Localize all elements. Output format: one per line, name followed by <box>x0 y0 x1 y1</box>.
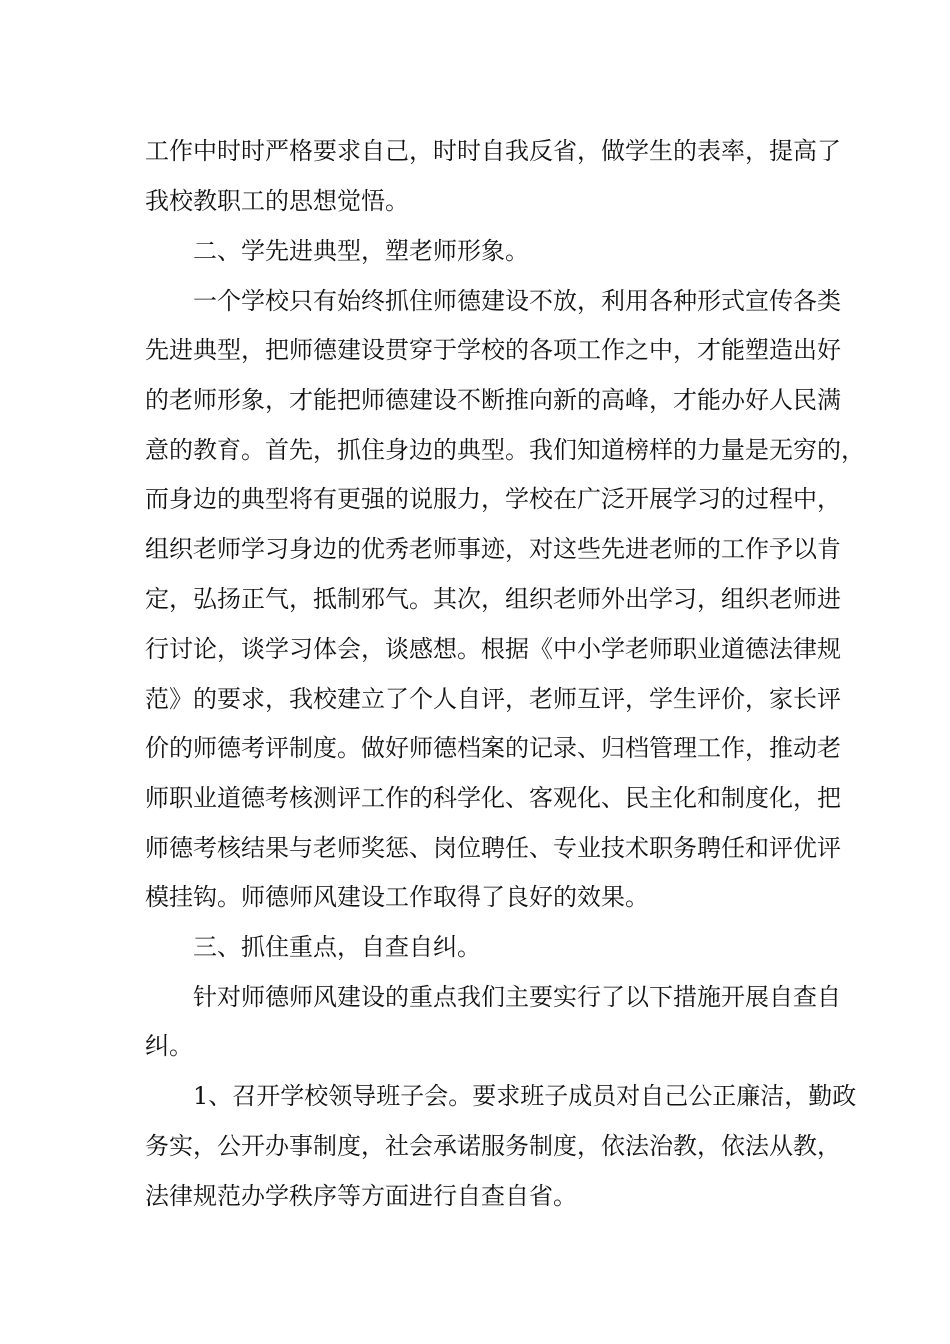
text-line: 先进典型，把师德建设贯穿于学校的各项工作之中，才能塑造出好 <box>145 336 841 364</box>
text-line: 价的师德考评制度。做好师德档案的记录、归档管理工作，推动老 <box>145 734 841 762</box>
text-line: 务实，公开办事制度，社会承诺服务制度，依法治教，依法从教， <box>145 1132 841 1160</box>
text-line: 一个学校只有始终抓住师德建设不放，利用各种形式宣传各类 <box>193 287 841 315</box>
text-line: 范》的要求，我校建立了个人自评，老师互评，学生评价，家长评 <box>145 685 841 713</box>
text-line: 而身边的典型将有更强的说服力，学校在广泛开展学习的过程中， <box>145 485 841 513</box>
text-line: 的老师形象，才能把师德建设不断推向新的高峰，才能办好人民满 <box>145 386 841 414</box>
text-line: 纠。 <box>145 1032 193 1060</box>
text-line: 师德考核结果与老师奖惩、岗位聘任、专业技术职务聘任和评优评 <box>145 834 841 862</box>
text-line: 模挂钩。师德师风建设工作取得了良好的效果。 <box>145 883 649 911</box>
text-line: 1、召开学校领导班子会。要求班子成员对自己公正廉洁，勤政 <box>193 1082 857 1110</box>
text-line: 行讨论，谈学习体会，谈感想。根据《中小学老师职业道德法律规 <box>145 635 841 663</box>
text-line: 师职业道德考核测评工作的科学化、客观化、民主化和制度化，把 <box>145 784 841 812</box>
text-line: 定，弘扬正气，抵制邪气。其次，组织老师外出学习，组织老师进 <box>145 585 841 613</box>
text-line: 工作中时时严格要求自己，时时自我反省，做学生的表率，提高了 <box>145 137 841 165</box>
text-line: 意的教育。首先，抓住身边的典型。我们知道榜样的力量是无穷的， <box>145 436 865 464</box>
section-heading: 三、抓住重点，自查自纠。 <box>193 933 481 961</box>
text-line: 针对师德师风建设的重点我们主要实行了以下措施开展自查自 <box>193 983 841 1011</box>
text-line: 法律规范办学秩序等方面进行自查自省。 <box>145 1182 577 1210</box>
section-heading: 二、学先进典型，塑老师形象。 <box>193 237 529 265</box>
text-line: 组织老师学习身边的优秀老师事迹，对这些先进老师的工作予以肯 <box>145 535 841 563</box>
text-line: 我校教职工的思想觉悟。 <box>145 187 409 215</box>
